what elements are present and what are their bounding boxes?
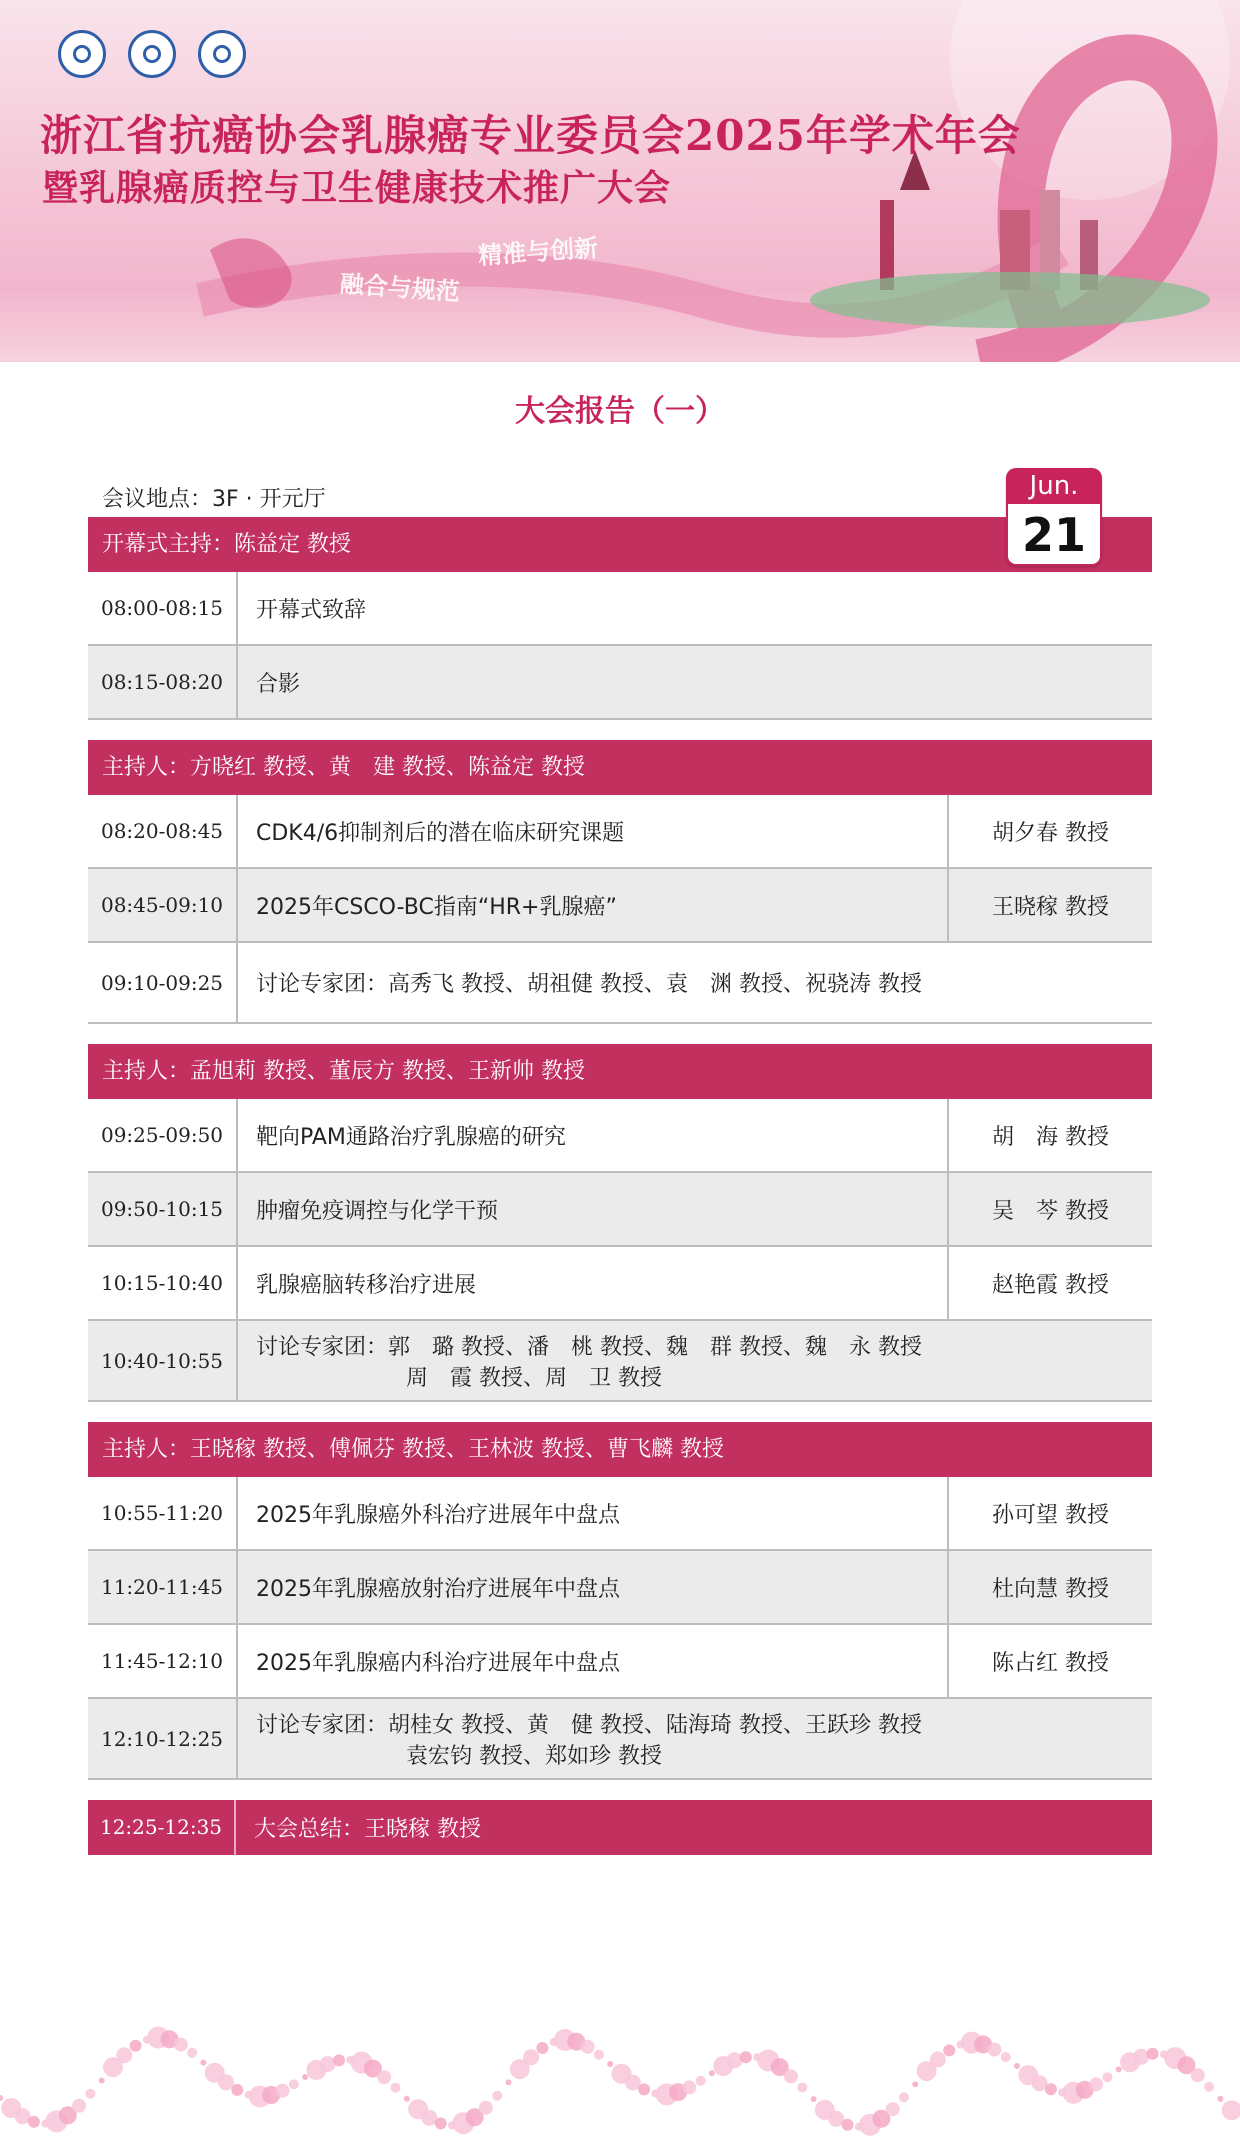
slogan-precision: 精准与创新 bbox=[477, 233, 600, 271]
row-topic: 开幕式致辞 bbox=[256, 597, 367, 623]
decorative-dot bbox=[594, 2050, 604, 2060]
decorative-dot bbox=[740, 2051, 752, 2063]
decorative-dot bbox=[842, 2119, 854, 2131]
organizer-logo-3 bbox=[198, 30, 246, 78]
row-time: 08:20-08:45 bbox=[88, 795, 238, 867]
decorative-dot bbox=[276, 2084, 290, 2098]
decorative-dot bbox=[536, 2042, 548, 2054]
decorative-dot bbox=[682, 2080, 696, 2094]
decorative-dot bbox=[333, 2054, 345, 2066]
decorative-dot bbox=[1133, 2049, 1149, 2065]
organizer-logo-2 bbox=[128, 30, 176, 78]
decorative-dot bbox=[811, 2096, 817, 2102]
row-topic-line1: 讨论专家团：郭 璐 教授、潘 桃 教授、魏 群 教授、魏 永 教授 bbox=[256, 1334, 922, 1360]
row-topic: 乳腺癌脑转移治疗进展 bbox=[256, 1272, 477, 1298]
section-title: 大会报告（一） bbox=[515, 394, 725, 429]
slogan-integration: 融合与规范 bbox=[338, 269, 461, 307]
decorative-dot bbox=[174, 2038, 188, 2052]
decorative-dot bbox=[1014, 2063, 1020, 2069]
row-topic bbox=[238, 1321, 1152, 1400]
decorative-dot bbox=[1102, 2072, 1112, 2082]
decorative-dot bbox=[784, 2069, 798, 2083]
session-host-bar: 主持人：王晓稼 教授、傅佩芬 教授、王林波 教授、曹飞麟 教授 bbox=[88, 1422, 1152, 1477]
row-time: 11:45-12:10 bbox=[88, 1625, 238, 1697]
organizer-logo-1 bbox=[58, 30, 106, 78]
decorative-dot bbox=[1089, 2077, 1103, 2091]
venue-label: 会议地点：3F · 开元厅 bbox=[102, 487, 326, 512]
decorative-dot bbox=[116, 2047, 132, 2063]
row-time: 09:25-09:50 bbox=[88, 1099, 238, 1171]
decorative-dot bbox=[696, 2076, 706, 2086]
decorative-dot bbox=[72, 2099, 86, 2113]
conference-subtitle: 暨乳腺癌质控与卫生健康技术推广大会 bbox=[42, 167, 672, 209]
decorative-dot bbox=[28, 2116, 40, 2128]
row-time: 08:15-08:20 bbox=[88, 646, 238, 718]
schedule-table bbox=[88, 517, 1152, 1855]
decorative-dot bbox=[187, 2048, 197, 2058]
decorative-dot bbox=[302, 2074, 308, 2080]
decorative-dot bbox=[727, 2052, 743, 2068]
schedule-row bbox=[88, 1477, 1152, 1551]
decorative-dot bbox=[709, 2070, 715, 2076]
decorative-dot bbox=[492, 2091, 502, 2101]
decorative-dot bbox=[1191, 2068, 1205, 2082]
schedule-row bbox=[88, 1173, 1152, 1247]
decorative-dot bbox=[1204, 2082, 1214, 2092]
row-time: 10:15-10:40 bbox=[88, 1247, 238, 1319]
row-speaker: 赵艳霞 教授 bbox=[947, 1247, 1152, 1319]
schedule-row bbox=[88, 572, 1152, 646]
decorative-dot bbox=[320, 2056, 336, 2072]
row-topic: CDK4/6抑制剂后的潜在临床研究课题 bbox=[256, 820, 625, 846]
row-topic-line1: 讨论专家团：胡桂女 教授、黄 健 教授、陆海琦 教授、王跃珍 教授 bbox=[256, 1712, 922, 1738]
closing-bar bbox=[88, 1800, 1152, 1855]
session-host-bar: 主持人：孟旭莉 教授、董辰方 教授、王新帅 教授 bbox=[88, 1044, 1152, 1099]
row-speaker: 陈占红 教授 bbox=[947, 1625, 1152, 1697]
schedule-row bbox=[88, 1247, 1152, 1321]
row-topic-line2: 袁宏钧 教授、郑如珍 教授 bbox=[406, 1743, 662, 1769]
conference-title: 浙江省抗癌协会乳腺癌专业委员会2025年学术年会 bbox=[40, 111, 1021, 160]
schedule-row bbox=[88, 1321, 1152, 1402]
row-speaker: 胡夕春 教授 bbox=[947, 795, 1152, 867]
row-speaker: 孙可望 教授 bbox=[947, 1477, 1152, 1549]
row-topic-line2: 周 霞 教授、周 卫 教授 bbox=[406, 1365, 662, 1391]
decorative-dot bbox=[638, 2083, 650, 2095]
decorative-dot bbox=[607, 2061, 613, 2067]
row-time: 08:45-09:10 bbox=[88, 869, 238, 941]
closing-time: 12:25-12:35 bbox=[88, 1800, 236, 1855]
decorative-dot bbox=[930, 2052, 946, 2068]
date-day: 21 bbox=[1006, 504, 1102, 566]
decorative-dot bbox=[218, 2074, 234, 2090]
decorative-dots bbox=[0, 2010, 1240, 2153]
decorative-dot bbox=[377, 2070, 391, 2084]
row-topic: 讨论专家团：高秀飞 教授、胡祖健 教授、袁 渊 教授、祝骁涛 教授 bbox=[256, 972, 922, 997]
row-topic: 2025年CSCO-BC指南“HR+乳腺癌” bbox=[256, 894, 617, 920]
decorative-dot bbox=[435, 2117, 447, 2129]
row-time: 08:00-08:15 bbox=[88, 572, 238, 644]
row-speaker: 胡 海 教授 bbox=[947, 1099, 1152, 1171]
decorative-dot bbox=[797, 2083, 807, 2093]
decorative-dot bbox=[1217, 2096, 1223, 2102]
decorative-dot bbox=[886, 2102, 900, 2116]
decorative-dot bbox=[1001, 2052, 1011, 2062]
row-speaker: 吴 芩 教授 bbox=[947, 1173, 1152, 1245]
schedule-row bbox=[88, 943, 1152, 1024]
session-host-bar: 主持人：方晓红 教授、黄 建 教授、陈益定 教授 bbox=[88, 740, 1152, 795]
row-topic bbox=[238, 1699, 1152, 1778]
date-month: Jun. bbox=[1006, 468, 1102, 504]
schedule-row bbox=[88, 795, 1152, 869]
row-topic: 2025年乳腺癌内科治疗进展年中盘点 bbox=[256, 1650, 620, 1676]
decorative-dot bbox=[899, 2092, 909, 2102]
decorative-dot bbox=[943, 2044, 955, 2056]
decorative-dot bbox=[200, 2060, 206, 2066]
row-time: 10:40-10:55 bbox=[88, 1321, 238, 1400]
decorative-dot bbox=[912, 2081, 918, 2087]
row-time: 10:55-11:20 bbox=[88, 1477, 238, 1549]
schedule-row bbox=[88, 1625, 1152, 1699]
schedule-row bbox=[88, 1099, 1152, 1173]
schedule-row bbox=[88, 1699, 1152, 1780]
row-speaker: 杜向慧 教授 bbox=[947, 1551, 1152, 1623]
row-time: 12:10-12:25 bbox=[88, 1699, 238, 1778]
decorative-dot bbox=[987, 2043, 1001, 2057]
decorative-dot bbox=[231, 2084, 243, 2096]
schedule-row bbox=[88, 646, 1152, 720]
row-topic: 2025年乳腺癌放射治疗进展年中盘点 bbox=[256, 1576, 620, 1602]
decorative-dot bbox=[506, 2079, 512, 2085]
row-time: 09:10-09:25 bbox=[88, 943, 238, 1022]
row-topic: 2025年乳腺癌外科治疗进展年中盘点 bbox=[256, 1502, 620, 1528]
decorative-dot bbox=[0, 2095, 3, 2101]
schedule-row bbox=[88, 1551, 1152, 1625]
decorative-dot bbox=[1147, 2048, 1159, 2060]
row-topic: 肿瘤免疫调控与化学干预 bbox=[256, 1198, 499, 1224]
decorative-dot bbox=[1222, 2100, 1240, 2120]
decorative-dot bbox=[404, 2096, 410, 2102]
closing-topic: 大会总结：王晓稼 教授 bbox=[254, 1817, 481, 1842]
row-speaker: 王晓稼 教授 bbox=[947, 869, 1152, 941]
decorative-dot bbox=[1045, 2083, 1057, 2095]
decorative-dot bbox=[391, 2083, 401, 2093]
row-topic: 合影 bbox=[256, 671, 301, 697]
row-time: 09:50-10:15 bbox=[88, 1173, 238, 1245]
schedule-row bbox=[88, 869, 1152, 943]
decorative-dot bbox=[130, 2040, 142, 2052]
decorative-dot bbox=[99, 2078, 105, 2084]
decorative-dot bbox=[85, 2089, 95, 2099]
banner bbox=[0, 0, 1240, 362]
decorative-dot bbox=[1116, 2066, 1122, 2072]
row-time: 11:20-11:45 bbox=[88, 1551, 238, 1623]
decorative-dot bbox=[289, 2079, 299, 2089]
date-badge bbox=[1006, 468, 1102, 566]
decorative-dot bbox=[581, 2040, 595, 2054]
session-host-bar: 开幕式主持：陈益定 教授 bbox=[88, 517, 1152, 572]
decorative-dot bbox=[479, 2101, 493, 2115]
organizer-logos bbox=[58, 30, 246, 78]
row-topic: 靶向PAM通路治疗乳腺癌的研究 bbox=[256, 1124, 566, 1150]
decorative-dot bbox=[523, 2049, 539, 2065]
